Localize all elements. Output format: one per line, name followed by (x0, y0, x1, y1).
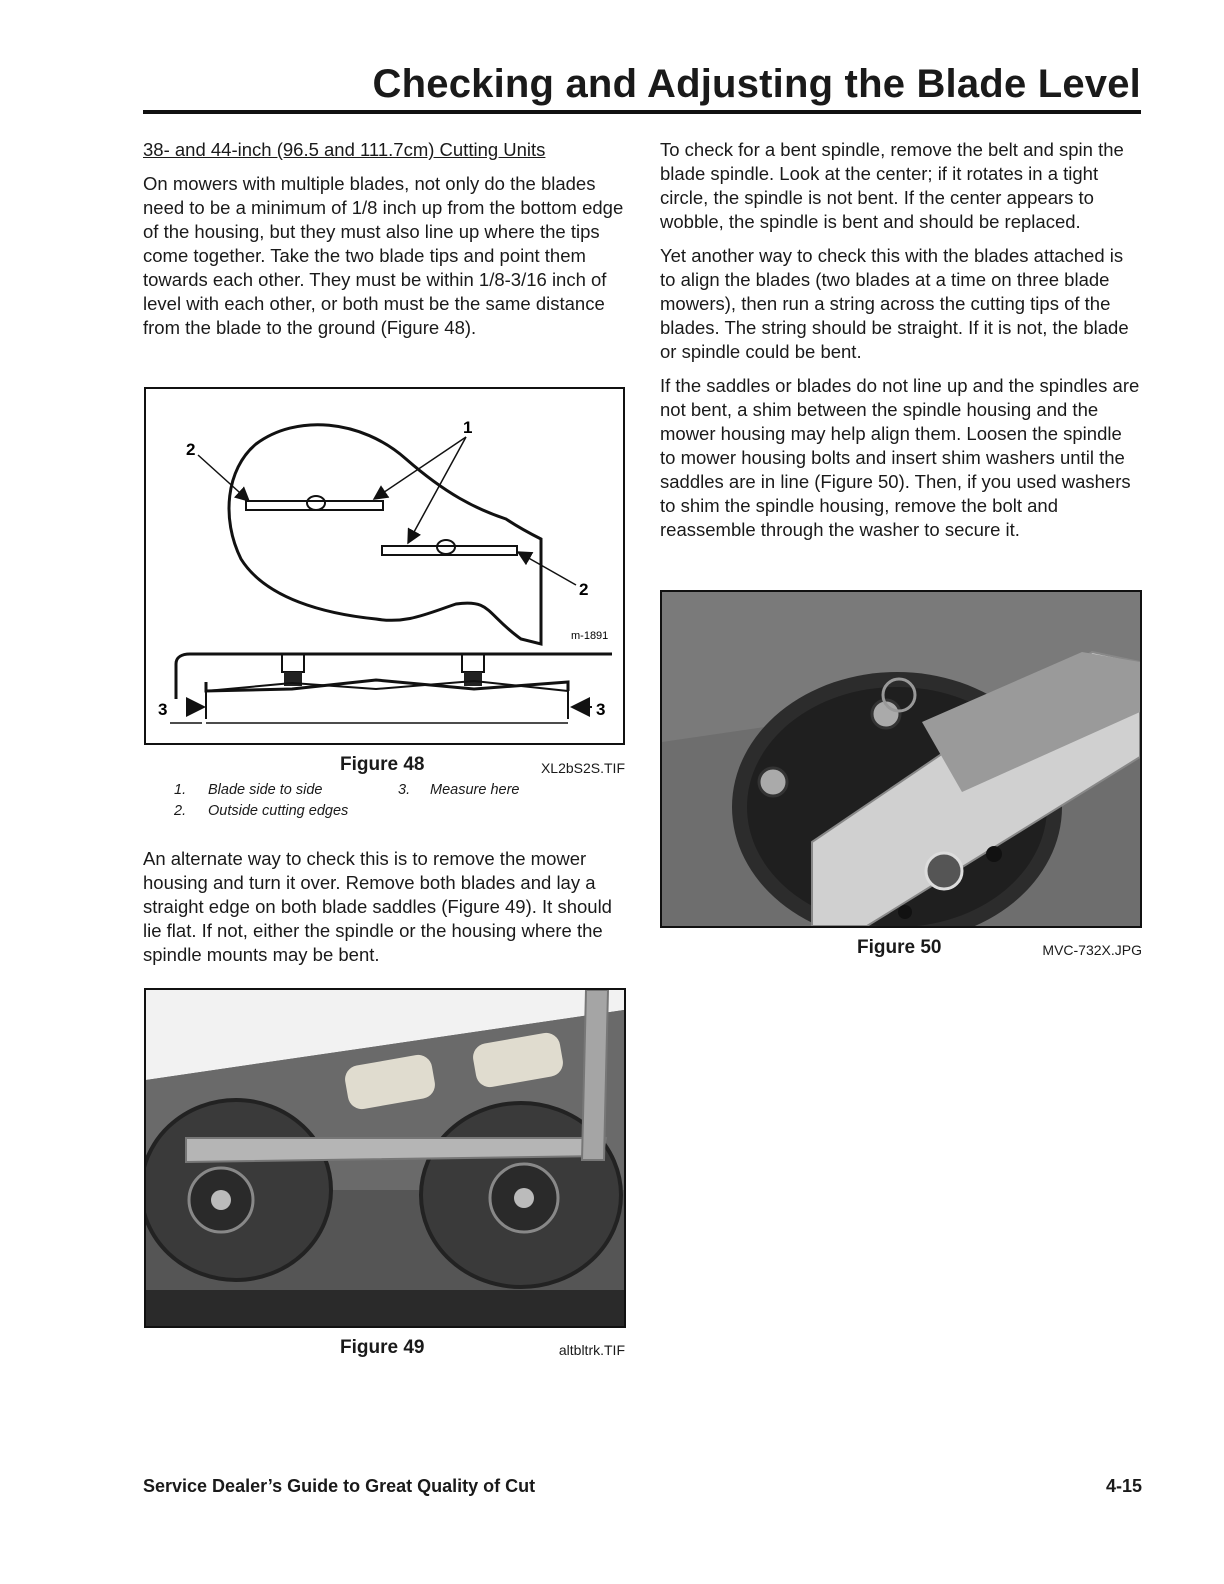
legend-text: Outside cutting edges (208, 803, 349, 819)
figure-50-photo (660, 590, 1142, 928)
blade-level-diagram (146, 389, 623, 743)
legend-item (398, 780, 519, 801)
figure-48-caption: Figure 48 (340, 754, 425, 775)
legend-num: 2. (174, 803, 187, 819)
callout-2-right: 2 (579, 580, 589, 599)
paragraph-string-check: Yet another way to check this with the blades attached is to align the blades (two blades at a time on three blade mowers), then run a string across the cutting tips of the blades. The string should be straight. If it is not, the blade or spindle could be bent. (660, 245, 1129, 362)
spindle-shim-photo (662, 592, 1140, 926)
callout-3-right: 3 (596, 700, 606, 719)
paragraph-alternate-check: An alternate way to check this is to remove the mower housing and turn it over. Remove both blades and lay a straight edge on both blade saddles (Figure 49). It should lie flat. If not, either the spindle or the housing where the spindle mounts may be bent. (143, 848, 612, 965)
legend-item (174, 801, 348, 822)
figure-50-caption: Figure 50 (857, 937, 942, 958)
right-column-text (660, 138, 1142, 552)
figure-49-file: altbltrk.TIF (558, 1342, 625, 1358)
legend-item (174, 780, 348, 801)
section-subhead: 38- and 44-inch (96.5 and 111.7cm) Cutting Units (143, 139, 546, 160)
diagram-code: m-1891 (571, 630, 609, 642)
title-rule (143, 110, 1141, 114)
left-column-top (143, 138, 625, 350)
footer-guide-title: Service Dealer’s Guide to Great Quality of Cut (143, 1476, 536, 1496)
straight-edge-photo (146, 990, 624, 1326)
figure-48-legend-right (398, 780, 519, 801)
callout-3-left: 3 (158, 700, 168, 719)
figure-48-legend-left (174, 780, 348, 822)
legend-num: 3. (398, 782, 411, 798)
figure-49-caption: Figure 49 (340, 1337, 425, 1358)
figure-48-file: XL2bS2S.TIF (540, 760, 625, 776)
legend-num: 1. (174, 782, 187, 798)
legend-text: Measure here (430, 782, 520, 798)
paragraph-blade-alignment: On mowers with multiple blades, not only do the blades need to be a minimum of 1/8 inch up from the bottom edge of the housing, but they must also line up where the tips come together. Take the two blade tips and point them towards each other. They must be within 1/8-3/16 inch of level with each other, or both must be the same distance from the blade to the ground (Figure 48). (143, 173, 624, 338)
page-title: Checking and Adjusting the Blade Level (372, 62, 1141, 106)
paragraph-bent-spindle: To check for a bent spindle, remove the belt and spin the blade spindle. Look at the center; if it rotates in a tight circle, the spindle is not bent. If the center appears to wobble, the spindle is bent and should be replaced. (660, 139, 1124, 232)
paragraph-shim: If the saddles or blades do not line up and the spindles are not bent, a shim between the spindle housing and the mower housing may help align them. Loosen the spindle to mower housing bolts and insert shim washers until the saddles are in line (Figure 50). Then, if you used washers to shim the spindle housing, remove the bolt and reassemble through the washer to secure it. (660, 375, 1140, 540)
footer-page-number: 4-15 (1105, 1476, 1142, 1496)
callout-1: 1 (463, 418, 473, 437)
legend-text: Blade side to side (208, 782, 323, 798)
figure-50-file: MVC-732X.JPG (1042, 942, 1142, 958)
figure-49-photo (144, 988, 626, 1328)
callout-2-left: 2 (186, 440, 196, 459)
figure-48-diagram (144, 387, 625, 745)
left-column-middle (143, 847, 625, 977)
